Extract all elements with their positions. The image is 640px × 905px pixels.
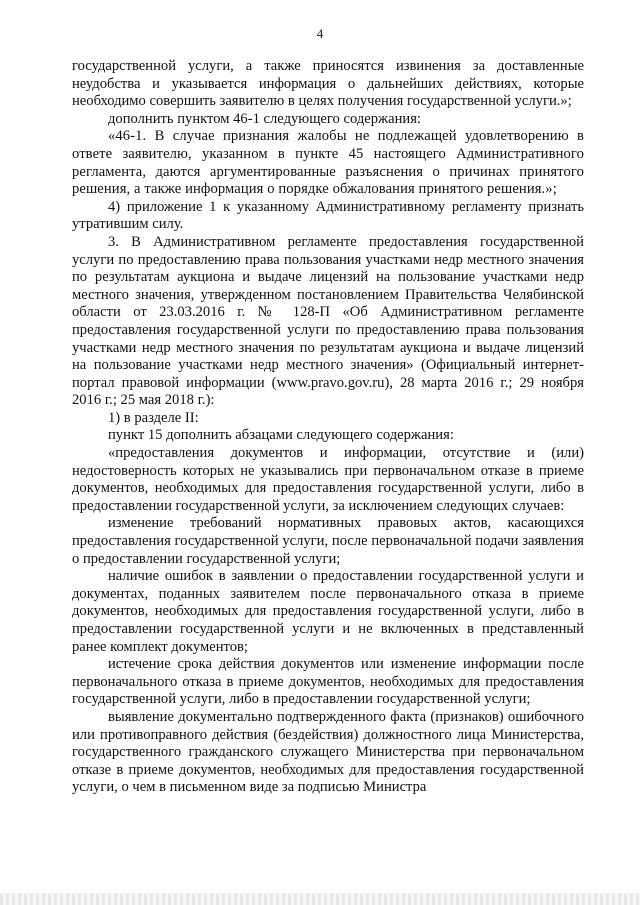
paragraph-continuation: государственной услуги, а также приносятся извинения за доставленные неудобства и указывается информация о дальнейших действиях, которые необходимо совершить заявителю в целях получения государственной услуги.»;: [72, 58, 584, 110]
paragraph-section-3: 3. В Административном регламенте предоставления государственной услуги по предоставлению права пользования участками недр местного значения по результатам аукциона и выдаче лицензий на пользование участками недр местного значения, утвержденном постановлением Правительства Челябинской области от 23.03.2016 г. № 128-П «Об Административном регламенте предоставления государственной услуги по предоставлению права пользования участками недр местного значения по результатам аукциона и выдаче лицензий на пользование участками недр местного значения» (Официальный интернет-портал правовой информации (www.pravo.gov.ru), 28 марта 2016 г.; 29 ноября 2016 г.; 25 мая 2018 г.):: [72, 233, 584, 409]
paragraph-grounds-intro: «предоставления документов и информации, отсутствие и (или) недостоверность которых не указывались при первоначальном отказе в приеме документов, необходимых для предоставления государственной услуги, либо в предоставлении государственной услуги, за исключением следующих случаев:: [72, 445, 584, 514]
paragraph-case-requirements-change: изменение требований нормативных правовых актов, касающихся предоставления государственной услуги, после первоначальной подачи заявления о предоставлении государственной услуги;: [72, 515, 584, 567]
paragraph-subitem-1: 1) в разделе II:: [108, 409, 199, 426]
paragraph-case-errors: наличие ошибок в заявлении о предоставлении государственной услуги и документах, поданных заявителем после первоначального отказа в приеме документов, необходимых для предоставления государственной услуги, либо в предоставлении государственной услуги и не включенных в представленный ранее комплект документов;: [72, 568, 584, 655]
scan-bottom-edge: [0, 893, 640, 905]
paragraph-amend-46-1: дополнить пунктом 46-1 следующего содержания:: [108, 110, 421, 127]
paragraph-case-expiry: истечение срока действия документов или изменение информации после первоначального отказа в приеме документов, необходимых для предоставления государственной услуги, либо в предоставлении государственной услуги;: [72, 656, 584, 708]
paragraph-item-4: 4) приложение 1 к указанному Административному регламенту признать утратившим силу.: [72, 198, 584, 233]
paragraph-point-15: пункт 15 дополнить абзацами следующего содержания:: [108, 427, 454, 444]
page-number: 4: [316, 26, 324, 41]
document-body: [72, 58, 584, 797]
paragraph-46-1-text: «46-1. В случае признания жалобы не подлежащей удовлетворению в ответе заявителю, указанном в пункте 45 настоящего Административного регламента, даются аргументированные разъяснения о причинах принятого решения, а также информация о порядке обжалования принятого решения.»;: [72, 128, 584, 198]
paragraph-case-violation: выявление документально подтвержденного факта (признаков) ошибочного или противоправного действия (бездействия) должностного лица Министерства, государственного гражданского служащего Министерства при первоначальном отказе в приеме документов, необходимых для предоставления государственной услуги, о чем в письменном виде за подписью Министра: [72, 708, 584, 796]
